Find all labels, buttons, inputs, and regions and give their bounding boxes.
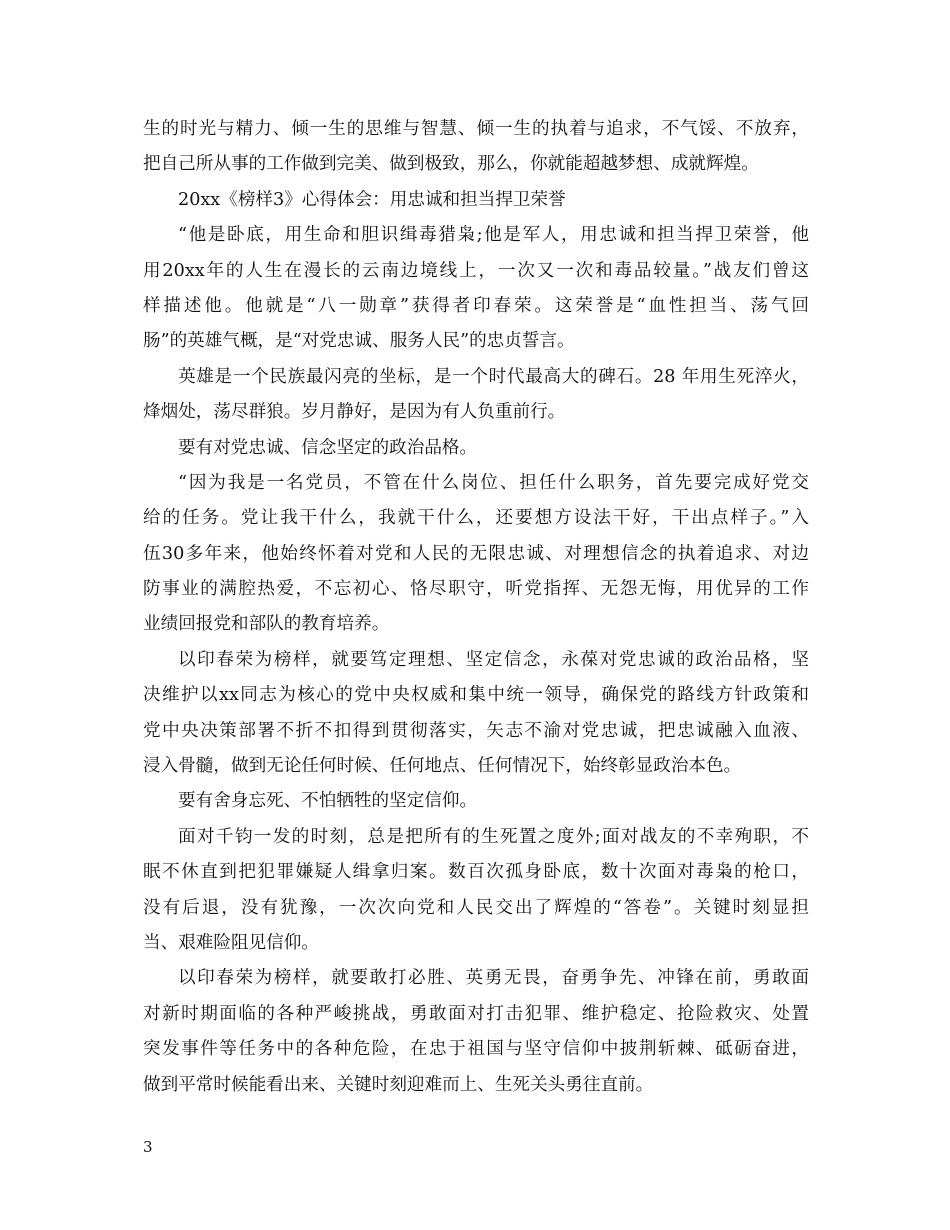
text-line: 伍30多年来，他始终怀着对党和人民的无限忠诚、对理想信念的执着追求、对边 [143,543,809,564]
text-line: 把自己所从事的工作做到完美、做到极致，那么，你就能超越梦想、成就辉煌。 [143,154,759,175]
text-line: “因为我是一名党员，不管在什么岗位、担任什么职务，首先要完成好党交 [178,472,809,493]
text-line: 生的时光与精力、倾一生的思维与智慧、倾一生的执着与追求，不气馁、不放弃， [143,119,809,139]
text-line: 业绩回报党和部队的教育培养。 [143,614,390,635]
text-line: 英雄是一个民族最闪亮的坐标，是一个时代最高大的碑石。28 年用生死淬火， [178,366,809,387]
text-line: 以印春荣为榜样，就要敢打必胜、英勇无畏，奋勇争先、冲锋在前，勇敢面 [178,968,809,989]
text-line: 突发事件等任务中的各种危险，在忠于祖国与坚守信仰中披荆斩棘、砥砺奋进， [143,1039,809,1060]
text-line: 烽烟处，荡尽群狼。岁月静好，是因为有人负重前行。 [143,402,566,423]
text-line: 眠不休直到把犯罪嫌疑人缉拿归案。数百次孤身卧底，数十次面对毒枭的枪口， [143,862,809,883]
text-line: 肠”的英雄气概，是“对党忠诚、服务人民”的忠贞誓言。 [143,331,575,352]
text-line: 浸入骨髓，做到无论任何时候、任何地点、任何情况下，始终彰显政治本色。 [143,756,742,777]
text-line: 给的任务。党让我干什么，我就干什么，还要想方设法干好，干出点样子。”入 [143,508,809,529]
text-line: 样描述他。他就是“八一勋章”获得者印春荣。这荣誉是“血性担当、荡气回 [143,295,809,316]
text-line: 要有舍身忘死、不怕牺牲的坚定信仰。 [178,791,478,812]
text-line: 做到平常时候能看出来、关键时刻迎难而上、生死关头勇往直前。 [143,1074,654,1095]
text-line: 没有后退，没有犹豫，一次次向党和人民交出了辉煌的“答卷”。关键时刻显担 [143,897,809,918]
document-body [143,112,809,1103]
text-line: “他是卧底，用生命和胆识缉毒猎枭;他是军人，用忠诚和担当捍卫荣誉，他 [178,225,809,246]
text-line: 当、艰难险阻见信仰。 [143,932,319,953]
text-line: 防事业的满腔热爱，不忘初心、恪尽职守，听党指挥、无怨无悔，用优异的工作 [143,579,809,600]
text-line: 党中央决策部署不折不扣得到贯彻落实，矢志不渝对党忠诚，把忠诚融入血液、 [143,720,809,741]
page-number: 3 [143,1138,153,1156]
text-line: 对新时期面临的各种严峻挑战，勇敢面对打击犯罪、维护稳定、抢险救灾、处置 [143,1003,809,1024]
text-line: 面对千钧一发的时刻，总是把所有的生死置之度外;面对战友的不幸殉职，不 [178,826,809,847]
text-line: 要有对党忠诚、信念坚定的政治品格。 [178,437,478,458]
text-line: 决维护以xx同志为核心的党中央权威和集中统一领导，确保党的路线方针政策和 [143,685,809,706]
text-line: 20xx《榜样3》心得体会：用忠诚和担当捍卫荣誉 [178,189,566,210]
text-line: 以印春荣为榜样，就要笃定理想、坚定信念，永葆对党忠诚的政治品格，坚 [178,649,809,670]
text-line: 用20xx年的人生在漫长的云南边境线上，一次又一次和毒品较量。”战友们曾这 [143,260,809,281]
